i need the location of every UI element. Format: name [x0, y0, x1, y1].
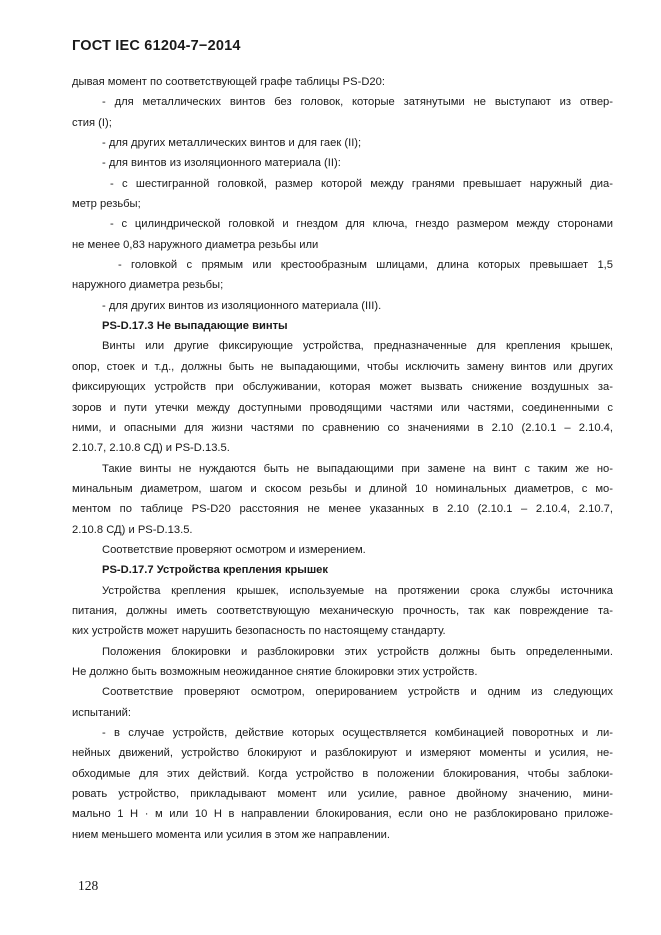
text-line: зоров и пути утечки между доступными проводящими частями или частями, соединенными с: [72, 401, 613, 414]
text-line: нием меньшего момента или усилия в этом же направлении.: [72, 828, 390, 841]
section-heading: PS-D.17.7 Устройства крепления крышек: [102, 564, 328, 577]
text-line: не менее 0,83 наружного диаметра резьбы или: [72, 238, 319, 251]
text-line: - головкой с прямым или крестообразным шлицами, длина которых превышает 1,5: [118, 259, 613, 272]
text-line: фиксирующих устройств при обслуживании, которая может вызвать снижение воздушных за-: [72, 381, 613, 394]
section-heading: PS-D.17.3 Не выпадающие винты: [102, 320, 288, 333]
text-line: ких устройств может нарушить безопасность по настоящему стандарту.: [72, 625, 446, 638]
text-line: минальным диаметром, шагом и скосом резьбы и длиной 10 номинальных диаметров, с мо-: [72, 482, 613, 495]
text-line: ними, и опасными для жизни частями по сравнению со значениями в 2.10 (2.10.1 – 2.10.4,: [72, 421, 613, 434]
text-line: - для других металлических винтов и для гаек (II);: [102, 137, 362, 150]
text-line: - для других винтов из изоляционного материала (III).: [102, 299, 382, 312]
text-line: Винты или другие фиксирующие устройства, предназначенные для крепления крышек,: [102, 340, 613, 353]
text-line: обходимые для этих действий. Когда устройство в положении блокирования, чтобы заблоки-: [72, 767, 613, 780]
text-line: Не должно быть возможным неожиданное снятие блокировки этих устройств.: [72, 665, 478, 678]
text-line: 2.10.8 СД) и PS-D.13.5.: [72, 523, 193, 536]
text-line: стия (I);: [72, 116, 112, 129]
text-line: ментом по таблице PS-D20 расстояния не менее указанных в 2.10 (2.10.1 – 2.10.4, 2.10.7,: [72, 503, 613, 516]
text-line: - с шестигранной головкой, размер которой между гранями превышает наружный диа-: [110, 177, 613, 190]
text-line: испытаний:: [72, 706, 131, 719]
page-number: 128: [78, 878, 99, 893]
text-line: 2.10.7, 2.10.8 СД) и PS-D.13.5.: [72, 442, 230, 455]
text-line: опор, стоек и т.д., должны быть не выпадающими, чтобы исключить замену винтов или других: [72, 360, 613, 373]
text-line: Такие винты не нуждаются быть не выпадающими при замене на винт с таким же но-: [102, 462, 613, 475]
text-line: метр резьбы;: [72, 198, 141, 211]
text-line: - для винтов из изоляционного материала (II):: [102, 157, 341, 170]
text-line: ровать устройство, прикладывают момент или усилие, равное двойному значению, мини-: [72, 788, 613, 801]
text-line: Соответствие проверяют осмотром и измерением.: [102, 543, 366, 556]
text-line: Устройства крепления крышек, используемые на протяжении срока службы источника: [102, 584, 613, 597]
text-line: Соответствие проверяют осмотром, оперированием устройств и одним из следующих: [102, 686, 613, 699]
text-line: мально 1 Н · м или 10 Н в направлении блокирования, если оно не разблокировано приложе-: [72, 808, 613, 821]
document-header: ГОСТ IEC 61204-7−2014: [72, 38, 241, 54]
text-line: нейных движений, устройство блокируют и разблокируют и измеряют моменты и усилия, не-: [72, 747, 613, 760]
text-line: питания, должны иметь соответствующую механическую прочность, так как повреждение та-: [72, 604, 613, 617]
text-line: наружного диаметра резьбы;: [72, 279, 224, 292]
text-line: - в случае устройств, действие которых осуществляется комбинацией поворотных и ли-: [102, 727, 613, 739]
text-line: Положения блокировки и разблокировки этих устройств должны быть определенными.: [102, 645, 613, 658]
document-body: [72, 72, 613, 845]
text-line: - с цилиндрической головкой и гнездом для ключа, гнездо размером между сторонами: [110, 218, 613, 231]
text-line: дывая момент по соответствующей графе таблицы PS-D20:: [72, 76, 385, 88]
text-line: - для металлических винтов без головок, которые затянутыми не выступают из отвер-: [102, 96, 613, 109]
